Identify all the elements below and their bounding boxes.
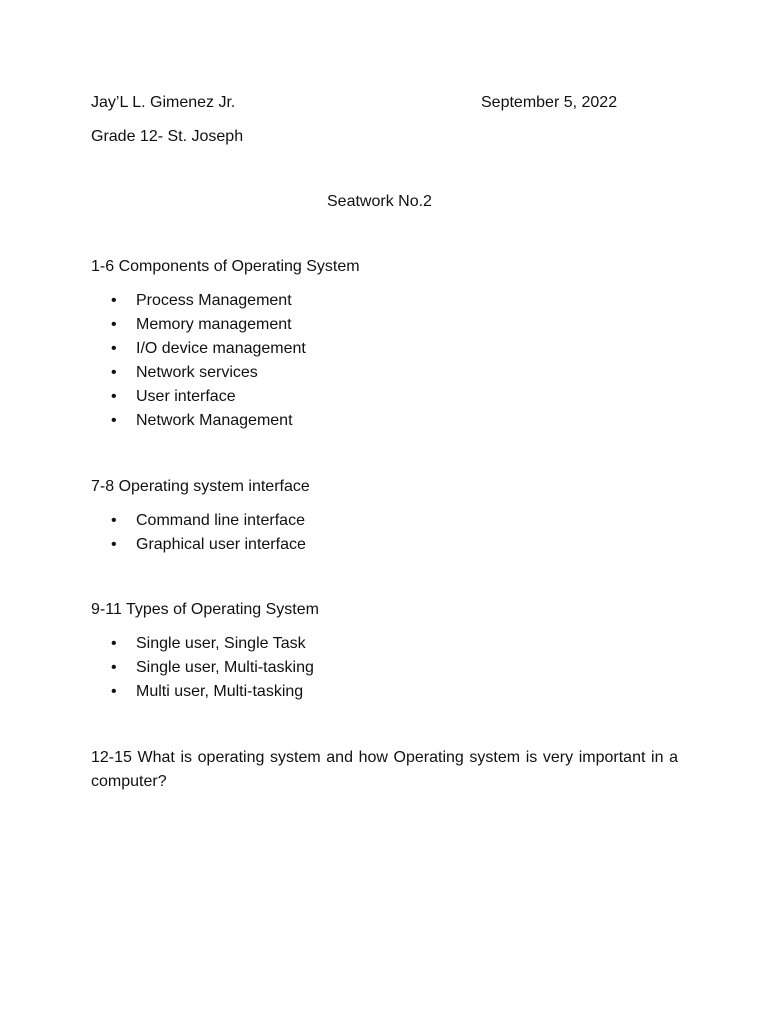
- list-item-label: Single user, Multi-tasking: [136, 659, 314, 676]
- list-item-label: Network services: [136, 364, 258, 381]
- list-item-label: Graphical user interface: [136, 536, 306, 553]
- bullet-icon: •: [111, 364, 117, 381]
- document-date: September 5, 2022: [481, 94, 618, 111]
- bullet-icon: •: [111, 340, 117, 357]
- bullet-icon: •: [111, 412, 117, 429]
- list-item: [111, 289, 306, 313]
- list-item-label: Command line interface: [136, 512, 305, 529]
- grade-section: Grade 12- St. Joseph: [91, 128, 244, 145]
- list-item-label: Network Management: [136, 412, 293, 429]
- list-item: [111, 313, 306, 337]
- list-item-label: Process Management: [136, 292, 292, 309]
- list-item: [111, 361, 306, 385]
- bullet-icon: •: [111, 512, 117, 529]
- components-list: [111, 289, 306, 433]
- interface-list: [111, 509, 306, 557]
- list-item: [111, 509, 306, 533]
- bullet-icon: •: [111, 316, 117, 333]
- bullet-icon: •: [111, 292, 117, 309]
- list-item-label: Multi user, Multi-tasking: [136, 683, 304, 700]
- section-heading-interface: 7-8 Operating system interface: [91, 478, 310, 495]
- section-heading-types: 9-11 Types of Operating System: [91, 601, 319, 618]
- list-item-label: I/O device management: [136, 340, 306, 357]
- list-item-label: Single user, Single Task: [136, 635, 306, 652]
- list-item: [111, 680, 314, 704]
- bullet-icon: •: [111, 635, 117, 652]
- bullet-icon: •: [111, 536, 117, 553]
- bullet-icon: •: [111, 388, 117, 405]
- essay-question: 12-15 What is operating system and how Operating system is very important in a computer?: [91, 749, 678, 790]
- list-item-label: User interface: [136, 388, 236, 405]
- list-item: [111, 337, 306, 361]
- bullet-icon: •: [111, 683, 117, 700]
- list-item: [111, 632, 314, 656]
- student-name: Jay’L L. Gimenez Jr.: [91, 94, 236, 111]
- list-item: [111, 656, 314, 680]
- types-list: [111, 632, 314, 704]
- list-item: [111, 385, 306, 409]
- list-item: [111, 533, 306, 557]
- bullet-icon: •: [111, 659, 117, 676]
- list-item-label: Memory management: [136, 316, 292, 333]
- list-item: [111, 409, 306, 433]
- section-heading-components: 1-6 Components of Operating System: [91, 258, 360, 275]
- document-title: Seatwork No.2: [327, 193, 432, 210]
